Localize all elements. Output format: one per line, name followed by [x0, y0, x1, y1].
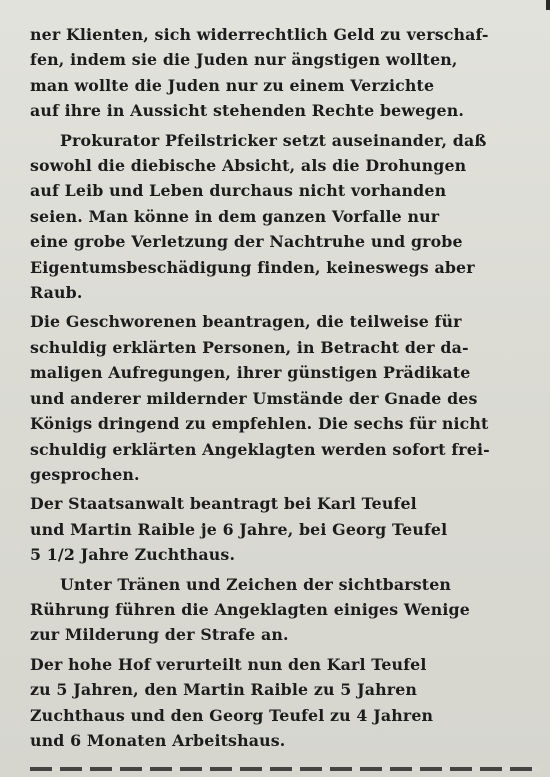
text-column: [30, 22, 538, 753]
text-line: auf Leib und Leben durchaus nicht vorhanden: [30, 181, 447, 201]
paragraph-urteil: [30, 652, 538, 754]
text-line: gesprochen.: [30, 464, 140, 484]
text-line: Rührung führen die Angeklagten einiges Wenige: [30, 599, 470, 619]
paragraph-angeklagten: [30, 572, 538, 648]
text-line: Zuchthaus und den Georg Teufel zu 4 Jahren: [30, 705, 434, 725]
paragraph-geschworenen: [30, 309, 538, 487]
text-line: und 6 Monaten Arbeitshaus.: [30, 730, 286, 750]
text-line: Raub.: [30, 283, 83, 303]
text-line: maligen Aufregungen, ihrer günstigen Prädikate: [30, 363, 471, 383]
text-line: sowohl die diebische Absicht, als die Drohungen: [30, 156, 467, 176]
text-line: Der Staatsanwalt beantragt bei Karl Teufel: [30, 494, 417, 514]
paragraph-defense-claim: [30, 22, 538, 124]
text-line: fen, indem sie die Juden nur ängstigen wollten,: [30, 50, 458, 70]
text-line: zu 5 Jahren, den Martin Raible zu 5 Jahren: [30, 680, 418, 700]
text-line: Die Geschworenen beantragen, die teilweise für: [30, 312, 462, 332]
text-line: schuldig erklärten Personen, in Betracht der da-: [30, 337, 469, 357]
text-line: man wollte die Juden nur zu einem Verzichte: [30, 75, 435, 95]
text-line: Prokurator Pfeilstricker setzt auseinander, daß: [60, 130, 487, 150]
text-line: Der hohe Hof verurteilt nun den Karl Teufel: [30, 654, 427, 674]
text-line: ner Klienten, sich widerrechtlich Geld zu verschaf-: [30, 25, 489, 44]
text-line: Unter Tränen und Zeichen der sichtbarsten: [60, 574, 452, 594]
paragraph-prokurator: [30, 128, 538, 306]
text-line: Eigentumsbeschädigung finden, keineswegs aber: [30, 257, 475, 277]
text-line: auf ihre in Aussicht stehenden Rechte bewegen.: [30, 101, 464, 121]
text-line: schuldig erklärten Angeklagten werden sofort frei-: [30, 439, 490, 459]
text-line: zur Milderung der Strafe an.: [30, 625, 289, 645]
column-edge-mark: [546, 0, 550, 10]
text-line: Königs dringend zu empfehlen. Die sechs für nicht: [30, 414, 489, 434]
text-line: und Martin Raible je 6 Jahre, bei Georg Teufel: [30, 519, 448, 539]
text-line: 5 1/2 Jahre Zuchthaus.: [30, 545, 236, 565]
paragraph-staatsanwalt: [30, 491, 538, 567]
next-article-fragment: [30, 767, 540, 771]
text-line: seien. Man könne in dem ganzen Vorfalle nur: [30, 206, 440, 226]
text-line: und anderer mildernder Umstände der Gnade des: [30, 388, 478, 408]
text-line: eine grobe Verletzung der Nachtruhe und grobe: [30, 232, 463, 252]
